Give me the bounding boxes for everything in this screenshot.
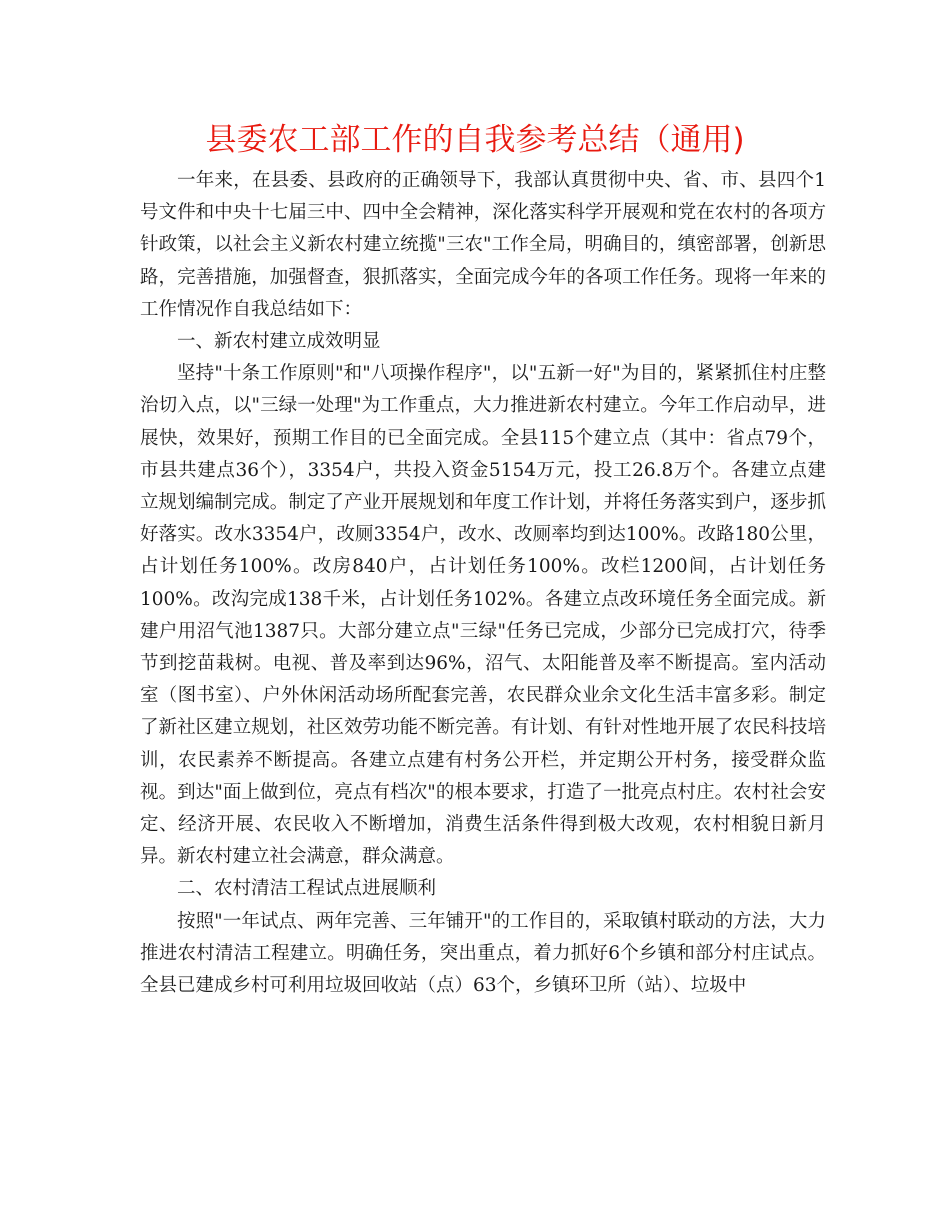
intro-paragraph: 一年来，在县委、县政府的正确领导下，我部认真贯彻中央、省、市、县四个1号文件和中央十七届三中、四中全会精神，深化落实科学开展观和党在农村的各项方针政策，以社会主义新农村建立统揽"三农"工作全局，明确目的，缜密部署，创新思路，完善措施，加强督查，狠抓落实，全面完成今年的各项工作任务。现将一年来的工作情况作自我总结如下：: [140, 170, 826, 320]
document-title: 县委农工部工作的自我参考总结（通用): [205, 122, 745, 158]
section-heading-2: 二、农村清洁工程试点进展顺利: [177, 878, 437, 900]
section-1-paragraph: 坚持"十条工作原则"和"八项操作程序"，以"五新一好"为目的，紧紧抓住村庄整治切入点，以"三绿一处理"为工作重点，大力推进新农村建立。今年工作启动早，进展快，效果好，预期工作目的已全面完成。全县115个建立点（其中：省点79个，市县共建点36个），3354户，共投入资金5154万元，投工26.8万个。各建立点建立规划编制完成。制定了产业开展规划和年度工作计划，并将任务落实到户，逐步抓好落实。改水3354户，改厕3354户，改水、改厕率均到达100%。改路180公里，占计划任务100%。改房840户，占计划任务100%。改栏1200间，占计划任务100%。改沟完成138千米，占计划任务102%。各建立点改环境任务全面完成。新建户用沼气池1387只。大部分建立点"三绿"任务已完成，少部分已完成打穴，待季节到挖苗栽树。电视、普及率到达96%，沼气、太阳能普及率不断提高。室内活动室（图书室）、户外休闲活动场所配套完善，农民群众业余文化生活丰富多彩。制定了新社区建立规划，社区效劳功能不断完善。有计划、有针对性地开展了农民科技培训，农民素养不断提高。各建立点建有村务公开栏，并定期公开村务，接受群众监视。到达"面上做到位，亮点有档次"的根本要求，打造了一批亮点村庄。农村社会安定、经济开展、农民收入不断增加，消费生活条件得到极大改观，农村相貌日新月异。新农村建立社会满意，群众满意。: [140, 363, 826, 868]
document-body: [140, 165, 826, 1002]
section-heading-1: 一、新农村建立成效明显: [177, 331, 381, 353]
section-2-paragraph: 按照"一年试点、两年完善、三年铺开"的工作目的，采取镇村联动的方法，大力推进农村清洁工程建立。明确任务，突出重点，着力抓好6个乡镇和部分村庄试点。全县已建成乡村可利用垃圾回收站（点）63个，乡镇环卫所（站）、垃圾中: [140, 910, 826, 997]
